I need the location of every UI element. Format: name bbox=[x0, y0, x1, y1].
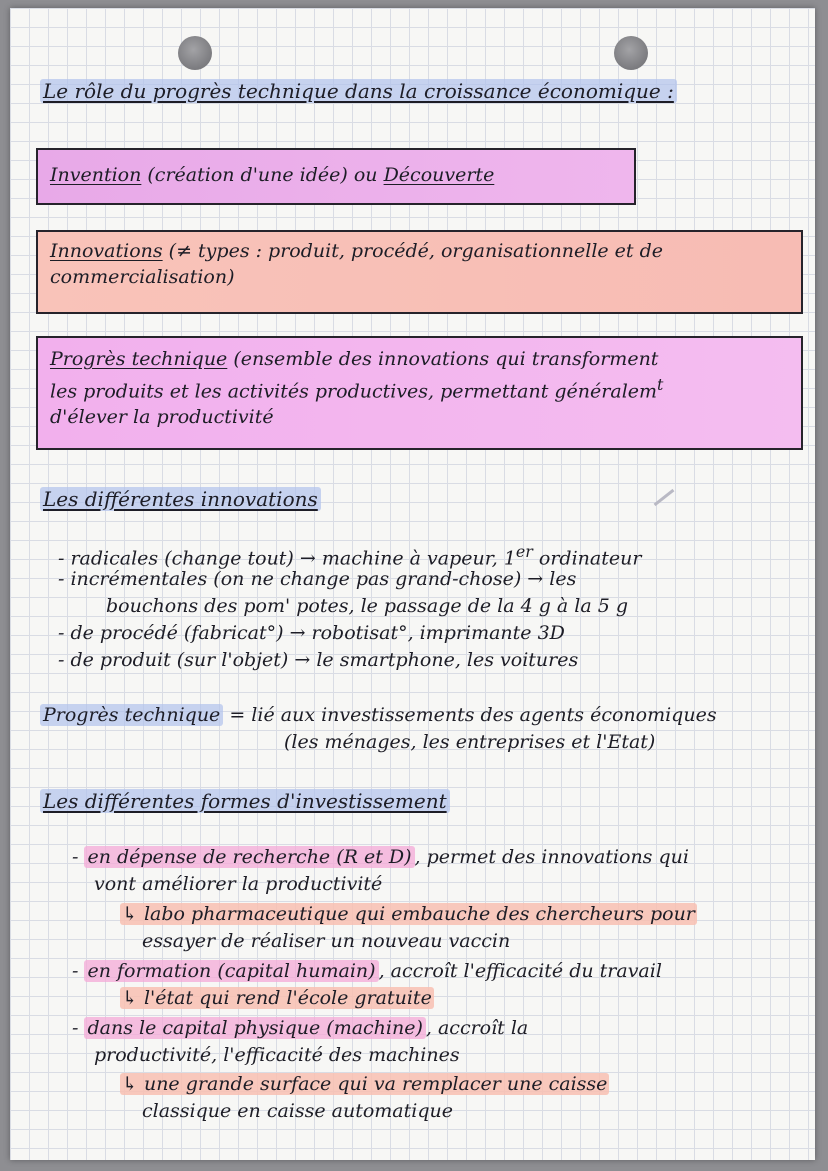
page-title-text: Le rôle du progrès technique dans la croissance économique : bbox=[40, 79, 677, 103]
invest-physique-line2: productivité, l'efficacité des machines bbox=[94, 1044, 460, 1066]
section-heading-investissement: Les différentes formes d'investissement bbox=[40, 788, 450, 814]
box-innovations-line2: commercialisation) bbox=[50, 266, 235, 288]
invest-rd-line2: vont améliorer la productivité bbox=[94, 873, 383, 895]
invention-middle: (création d'une idée) ou bbox=[141, 164, 384, 186]
pen-stroke bbox=[654, 489, 675, 506]
box-innovations bbox=[36, 230, 803, 314]
innovation-item-produit: - de produit (sur l'objet) → le smartphone, les voitures bbox=[58, 649, 579, 671]
progres-line1-rest: (ensemble des innovations qui transforment bbox=[227, 348, 659, 370]
invest-physique-example1: ↳ une grande surface qui va remplacer une caisse bbox=[122, 1073, 608, 1095]
invest-rd-line1: - en dépense de recherche (R et D) , permet des innovations qui bbox=[72, 846, 689, 868]
page-title bbox=[40, 78, 677, 104]
box-progres-line1 bbox=[50, 346, 789, 372]
innovations-term: Innovations bbox=[50, 240, 163, 262]
box-invention-text bbox=[50, 162, 622, 188]
invest-rd-example2: essayer de réaliser un nouveau vaccin bbox=[142, 930, 511, 952]
invention-term: Invention bbox=[50, 164, 142, 186]
box-progres-technique bbox=[36, 336, 803, 450]
innovation-item-incrementales: - incrémentales (on ne change pas grand-chose) → les bbox=[58, 568, 577, 590]
innovation-item-procede: - de procédé (fabricat°) → robotisat°, imprimante 3D bbox=[58, 622, 565, 644]
binder-hole-left bbox=[178, 36, 212, 70]
innovation-item-incrementales-example: bouchons des pom' potes, le passage de la 4 g à la 5 g bbox=[106, 595, 629, 617]
innovations-line1-rest: (≠ types : produit, procédé, organisationnelle et de bbox=[162, 240, 664, 262]
invest-formation-example: ↳ l'état qui rend l'école gratuite bbox=[122, 987, 432, 1009]
invest-physique-example2: classique en caisse automatique bbox=[142, 1100, 453, 1122]
invest-formation-line: - en formation (capital humain) , accroît l'efficacité du travail bbox=[72, 960, 662, 982]
progres-term: Progrès technique bbox=[50, 348, 228, 370]
notebook-page bbox=[10, 8, 815, 1160]
invest-physique-line1: - dans le capital physique (machine) , accroît la bbox=[72, 1017, 529, 1039]
decouverte-term: Découverte bbox=[383, 164, 495, 186]
invest-rd-example1: ↳ labo pharmaceutique qui embauche des chercheurs pour bbox=[122, 903, 695, 925]
progres-line2-sup: t bbox=[657, 375, 664, 394]
box-progres-line2: les produits et les activités productives, permettant généralem$^t$ bbox=[50, 375, 664, 403]
innovation-item-radicales: - radicales (change tout) → machine à vapeur, 1er ordinateur bbox=[58, 542, 642, 570]
box-innovations-line1 bbox=[50, 238, 789, 264]
section-heading-innovations: Les différentes innovations bbox=[40, 486, 321, 512]
binder-hole-right bbox=[614, 36, 648, 70]
box-invention bbox=[36, 148, 636, 205]
progres-investissement-line2: (les ménages, les entreprises et l'Etat) bbox=[284, 731, 656, 753]
box-progres-line3: d'élever la productivité bbox=[50, 406, 274, 429]
progres-investissement-line1: Progrès technique = lié aux investissements des agents économiques bbox=[40, 702, 717, 728]
